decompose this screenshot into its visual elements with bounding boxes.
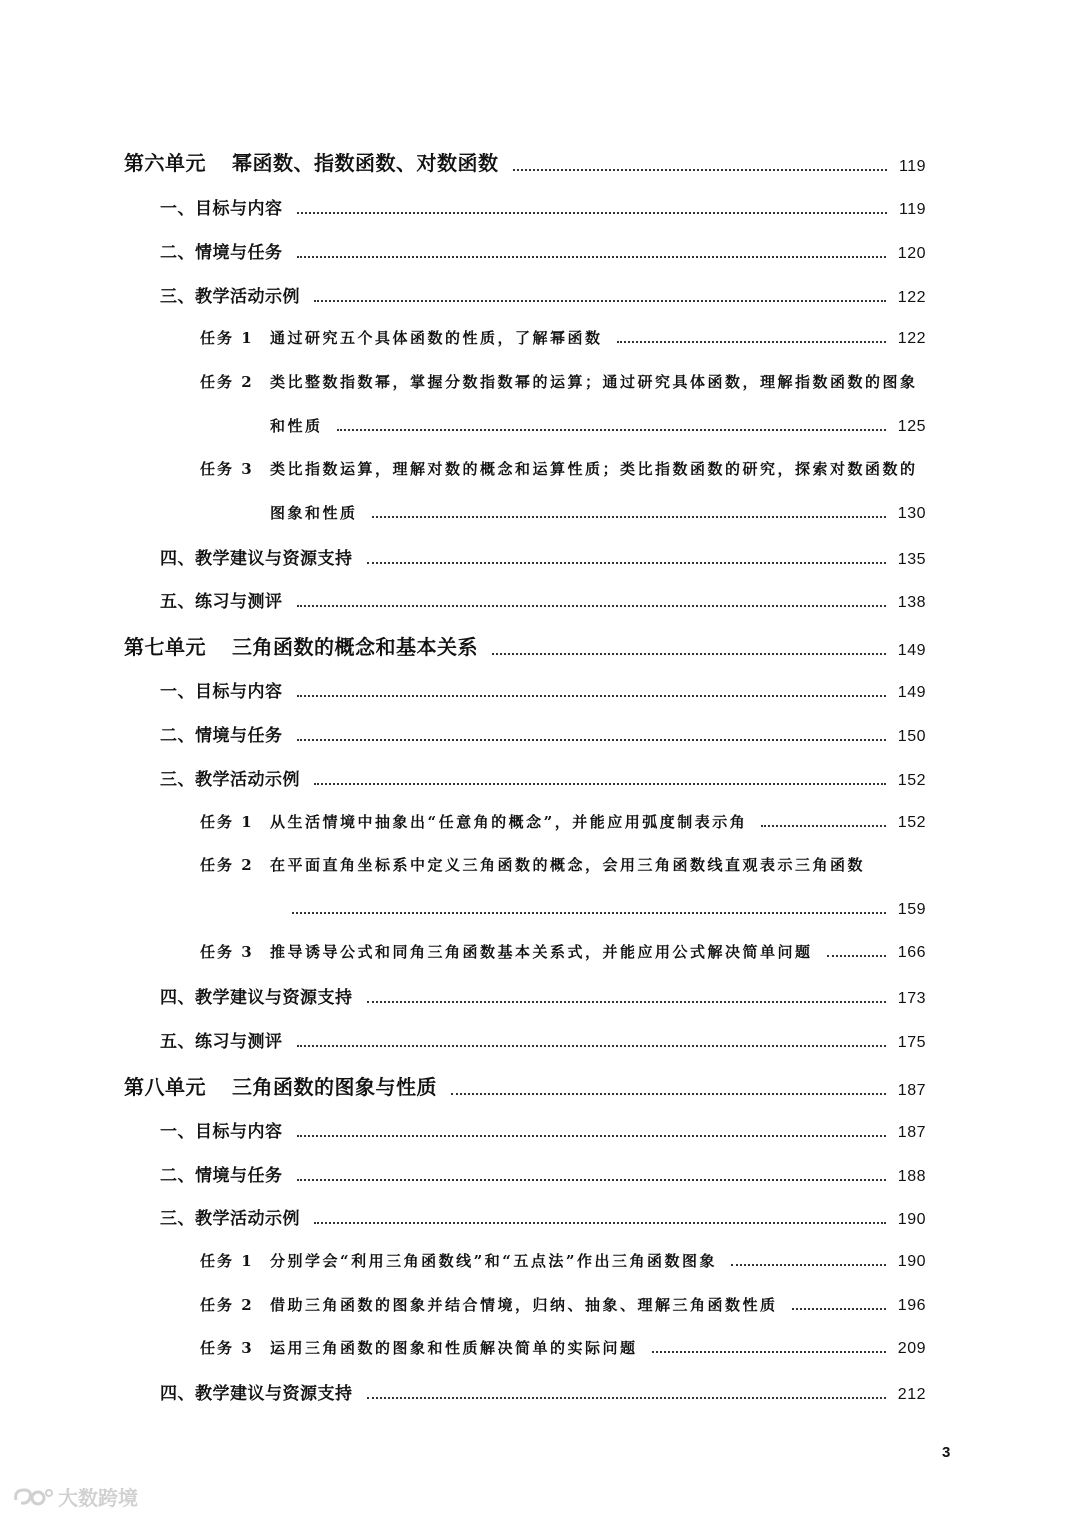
toc-entry-page-number: 188 (897, 1168, 926, 1185)
dot-leader (314, 783, 886, 785)
task-number: 任务 3 (200, 943, 254, 961)
task-number: 任务 3 (200, 460, 254, 478)
toc-entry-label (160, 1204, 300, 1229)
toc-entry-page-number: 130 (897, 505, 926, 522)
toc-entry-label (124, 147, 499, 176)
dot-leader (297, 1135, 886, 1137)
toc-entry-title: 通过研究五个具体函数的性质，了解幂函数 (270, 329, 603, 347)
toc-entry-page-number: 152 (897, 814, 926, 831)
toc-entry-title: 借助三角函数的图象并结合情境，归纳、抽象、理解三角函数性质 (270, 1296, 778, 1314)
toc-entry-section (160, 984, 926, 1008)
toc-entry-cont (278, 897, 926, 919)
toc-entry-section (160, 722, 926, 746)
toc-entry-page-number: 125 (897, 418, 926, 435)
toc-entry-label (160, 765, 300, 790)
toc-entry-title: 分别学会“利用三角函数线”和“五点法”作出三角函数图象 (270, 1252, 718, 1270)
toc-entry-title: 三、教学活动示例 (160, 1209, 300, 1229)
dot-leader (367, 562, 886, 564)
toc-entry-page-number: 190 (897, 1211, 926, 1228)
toc-entry-title: 类比整数指数幂，掌握分数指数幂的运算；通过研究具体函数，理解指数函数的图象 (270, 373, 918, 391)
toc-entry-title: 从生活情境中抽象出“任意角的概念”，并能应用弧度制表示角 (270, 813, 748, 831)
toc-entry-title: 一、目标与内容 (160, 682, 283, 702)
toc-entry-title: 在平面直角坐标系中定义三角函数的概念，会用三角函数线直观表示三角函数 (270, 856, 866, 874)
toc-entry-task (200, 1293, 926, 1315)
task-number: 任务 2 (200, 856, 254, 874)
toc-entry-page-number: 166 (897, 944, 926, 961)
toc-entry-title: 二、情境与任务 (160, 1166, 283, 1186)
toc-entry-task (200, 370, 926, 392)
toc-entry-label (160, 677, 283, 702)
dot-leader (337, 429, 886, 431)
dot-leader (617, 341, 886, 343)
toc-entry-label (200, 1250, 717, 1271)
toc-entry-label (200, 854, 865, 875)
dot-leader (314, 300, 886, 302)
toc-entry-label (160, 721, 283, 746)
task-number: 任务 1 (200, 329, 254, 347)
toc-entry-page-number: 212 (897, 1386, 926, 1403)
toc-entry-title: 四、教学建议与资源支持 (160, 988, 353, 1008)
toc-entry-title: 四、教学建议与资源支持 (160, 1384, 353, 1404)
toc-entry-title: 二、情境与任务 (160, 726, 283, 746)
toc-entry-title: 四、教学建议与资源支持 (160, 549, 353, 569)
toc-entry-page-number: 209 (897, 1340, 926, 1357)
toc-entry-page-number: 138 (897, 594, 926, 611)
toc-entry-title: 五、练习与测评 (160, 592, 283, 612)
task-number: 任务 3 (200, 1339, 254, 1357)
dot-leader (297, 739, 886, 741)
toc-entry-title: 三角函数的概念和基本关系 (232, 635, 478, 659)
toc-entry-page-number: 119 (898, 158, 926, 175)
dot-leader (492, 653, 886, 655)
toc-entry-page-number: 159 (897, 901, 926, 918)
toc-entry-title: 图象和性质 (270, 504, 358, 522)
toc-entry-section (160, 766, 926, 790)
toc-entry-label (124, 631, 478, 660)
toc-entry-title: 三、教学活动示例 (160, 287, 300, 307)
page-number: 3 (942, 1444, 951, 1461)
toc-entry-label (270, 415, 323, 436)
unit-number: 第六单元 (124, 151, 206, 175)
toc-entry-cont (270, 414, 926, 436)
toc-entry-page-number: 149 (897, 642, 926, 659)
toc-entry-section (160, 1205, 926, 1229)
toc-entry-section (160, 545, 926, 569)
task-number: 任务 2 (200, 1296, 254, 1314)
toc-entry-task (200, 853, 926, 875)
toc-entry-label (160, 238, 283, 263)
toc-entry-section (160, 1380, 926, 1404)
toc-entry-title: 一、目标与内容 (160, 199, 283, 219)
toc-entry-section (160, 1162, 926, 1186)
toc-entry-label (160, 544, 353, 569)
task-number: 任务 1 (200, 1252, 254, 1270)
toc-entry-section (160, 1028, 926, 1052)
dot-leader (652, 1351, 886, 1353)
toc-entry-label (200, 811, 747, 832)
toc-entry-label (270, 502, 358, 523)
watermark-logo-icon (12, 1486, 54, 1508)
toc-entry-label (160, 1117, 283, 1142)
toc-entry-label (200, 1337, 638, 1358)
toc-entry-title: 五、练习与测评 (160, 1032, 283, 1052)
toc-entry-section (160, 678, 926, 702)
toc-entry-label (200, 327, 603, 348)
toc-entry-title: 三角函数的图象与性质 (232, 1075, 437, 1099)
toc-entry-section (160, 195, 926, 219)
dot-leader (297, 695, 886, 697)
dot-leader (367, 1397, 886, 1399)
toc-entry-section (160, 283, 926, 307)
toc-entry-page-number: 175 (897, 1034, 926, 1051)
toc-entry-label (160, 983, 353, 1008)
dot-leader (314, 1222, 886, 1224)
toc-entry-title: 运用三角函数的图象和性质解决简单的实际问题 (270, 1339, 638, 1357)
toc-entry-title: 幂函数、指数函数、对数函数 (232, 151, 499, 175)
toc-entry-page-number: 122 (897, 330, 926, 347)
toc-entry-page-number: 187 (897, 1124, 926, 1141)
toc-entry-task (200, 1336, 926, 1358)
toc-entry-label (160, 1379, 353, 1404)
toc-entry-unit (124, 1074, 926, 1100)
task-number: 任务 2 (200, 373, 254, 391)
toc-entry-section (160, 239, 926, 263)
toc-entry-label (160, 1161, 283, 1186)
dot-leader (297, 212, 887, 214)
toc-entry-label (160, 194, 283, 219)
unit-number: 第八单元 (124, 1075, 206, 1099)
toc-entry-task (200, 940, 926, 962)
toc-entry-page-number: 150 (897, 728, 926, 745)
toc-entry-page-number: 119 (898, 201, 926, 218)
toc-entry-page-number: 122 (897, 289, 926, 306)
toc-entry-page-number: 135 (897, 551, 926, 568)
dot-leader (372, 516, 886, 518)
dot-leader (297, 1045, 886, 1047)
unit-number: 第七单元 (124, 635, 206, 659)
toc-entry-section (160, 588, 926, 612)
toc-entry-label (124, 1071, 437, 1100)
toc-entry-page-number: 190 (897, 1253, 926, 1270)
toc-entry-label (160, 587, 283, 612)
toc-entry-label (200, 941, 813, 962)
toc-entry-task (200, 457, 926, 479)
toc-entry-label (160, 282, 300, 307)
toc-entry-title: 一、目标与内容 (160, 1122, 283, 1142)
toc-entry-cont (270, 501, 926, 523)
toc-entry-label (200, 1294, 778, 1315)
toc-entry-page-number: 173 (897, 990, 926, 1007)
dot-leader (297, 1179, 886, 1181)
dot-leader (513, 169, 887, 171)
dot-leader (367, 1001, 886, 1003)
task-number: 任务 1 (200, 813, 254, 831)
toc-entry-title: 和性质 (270, 417, 323, 435)
dot-leader (792, 1308, 886, 1310)
toc-entry-label (200, 458, 918, 479)
toc-entry-title: 类比指数运算，理解对数的概念和运算性质；类比指数函数的研究，探索对数函数的 (270, 460, 918, 478)
dot-leader (761, 825, 886, 827)
toc-entry-task (200, 326, 926, 348)
dot-leader (297, 605, 886, 607)
toc-entry-title: 三、教学活动示例 (160, 770, 300, 790)
toc-entry-label (160, 1027, 283, 1052)
dot-leader (451, 1093, 886, 1095)
toc-entry-task (200, 810, 926, 832)
dot-leader (297, 256, 886, 258)
dot-leader (827, 955, 886, 957)
dot-leader (731, 1264, 886, 1266)
toc-entry-section (160, 1118, 926, 1142)
toc-entry-label (200, 371, 918, 392)
toc-entry-page-number: 187 (897, 1082, 926, 1099)
watermark (12, 1482, 138, 1511)
dot-leader (292, 912, 886, 914)
watermark-text: 大数跨境 (58, 1486, 138, 1510)
toc-entry-page-number: 152 (897, 772, 926, 789)
toc-entry-unit (124, 150, 926, 176)
toc-entry-task (200, 1249, 926, 1271)
toc-entry-page-number: 196 (897, 1297, 926, 1314)
toc-entry-title: 推导诱导公式和同角三角函数基本关系式，并能应用公式解决简单问题 (270, 943, 813, 961)
toc-entry-title: 二、情境与任务 (160, 243, 283, 263)
toc-entry-page-number: 149 (897, 684, 926, 701)
toc-entry-page-number: 120 (897, 245, 926, 262)
toc-entry-unit (124, 634, 926, 660)
